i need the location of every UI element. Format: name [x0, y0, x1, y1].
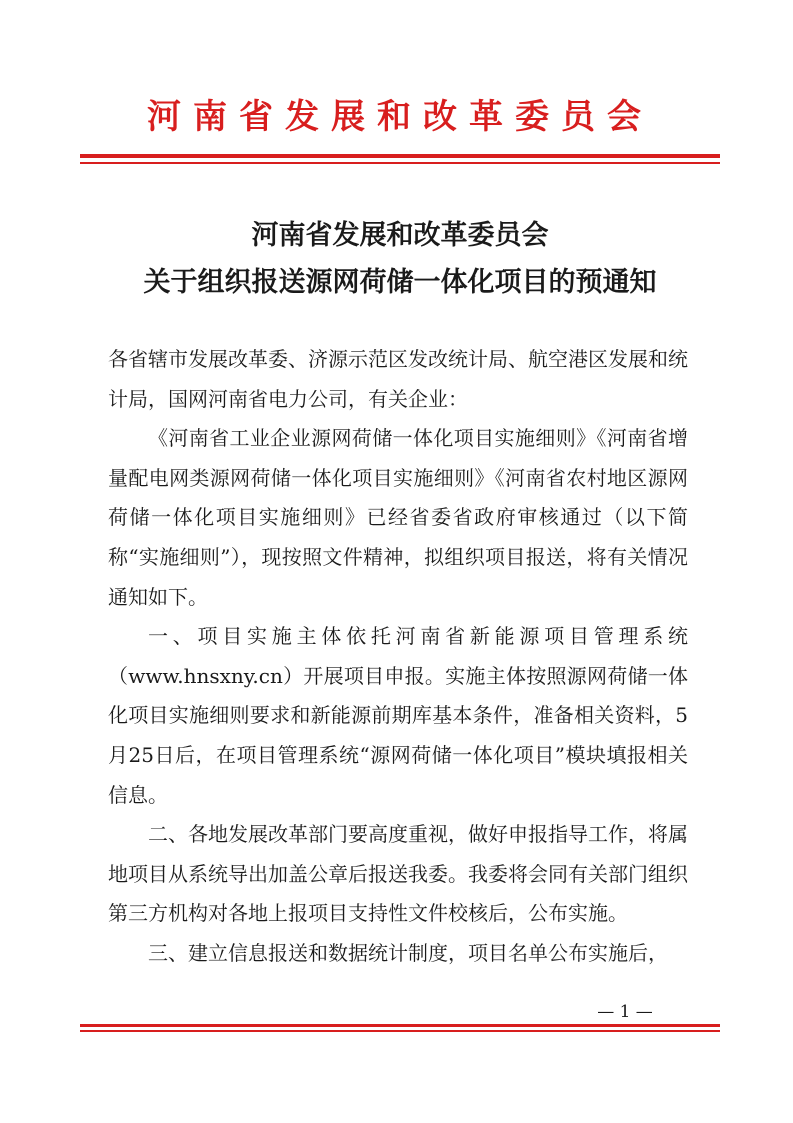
title-line-2: 关于组织报送源网荷储一体化项目的预通知 — [143, 267, 657, 298]
body-paragraph: 一、项目实施主体依托河南省新能源项目管理系统（www.hnsxny.cn）开展项目申报。实施主体按照源网荷储一体化项目实施细则要求和新能源前期库基本条件，准备相关资料，5月25日后，在项目管理系统“源网荷储一体化项目”模块填报相关信息。 — [108, 624, 688, 807]
page-number: — 1 — — [597, 1002, 653, 1022]
document-body — [108, 340, 688, 974]
body-paragraph: 三、建立信息报送和数据统计制度，项目名单公布实施后， — [148, 940, 668, 965]
footer-rule-thick — [80, 1024, 720, 1027]
footer-rule-thin — [80, 1030, 720, 1032]
document-title — [80, 212, 720, 306]
addressee-paragraph: 各省辖市发展改革委、济源示范区发改统计局、航空港区发展和统计局，国网河南省电力公司，有关企业： — [108, 347, 688, 411]
body-paragraph: 二、各地发展改革部门要高度重视，做好申报指导工作，将属地项目从系统导出加盖公章后报送我委。我委将会同有关部门组织第三方机构对各地上报项目支持性文件校核后，公布实施。 — [108, 822, 688, 926]
title-line-1: 河南省发展和改革委员会 — [251, 220, 549, 251]
letterhead-rule-thick — [80, 154, 720, 158]
body-paragraph: 《河南省工业企业源网荷储一体化项目实施细则》《河南省增量配电网类源网荷储一体化项目实施细则》《河南省农村地区源网荷储一体化项目实施细则》已经省委省政府审核通过（以下简称“实施细则”），现按照文件精神，拟组织项目报送，将有关情况通知如下。 — [108, 426, 688, 609]
letterhead-rule-thin — [80, 162, 720, 164]
letterhead-issuer: 河南省发展和改革委员会 — [147, 97, 653, 137]
